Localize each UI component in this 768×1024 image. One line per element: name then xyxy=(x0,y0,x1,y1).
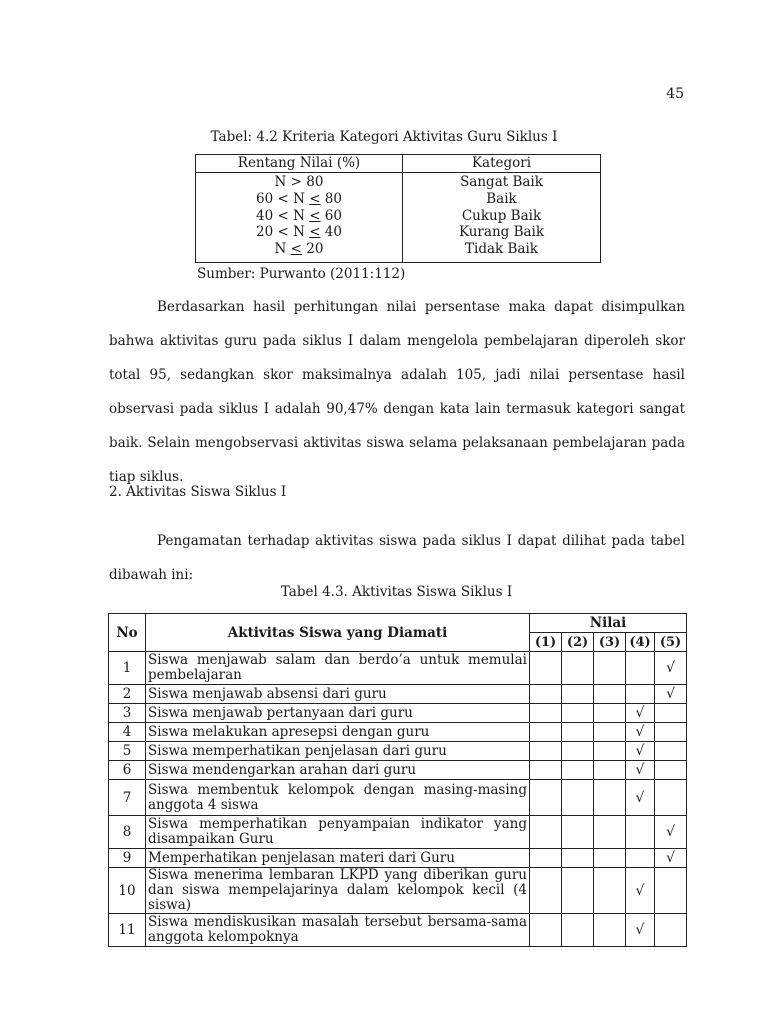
score-col-5: (5) xyxy=(655,633,687,652)
row-activity: Siswa menjawab salam dan berdo’a untuk memulai pembelajaran xyxy=(146,652,530,685)
score-cell-5 xyxy=(655,723,687,742)
row-activity: Siswa mendiskusikan masalah tersebut bersama-sama anggota kelompoknya xyxy=(146,914,530,947)
category-row: Baik xyxy=(486,190,517,207)
range-row: 60 < N < 80 xyxy=(256,190,342,207)
table-row xyxy=(109,704,687,723)
table-row xyxy=(109,652,687,685)
score-col-3: (3) xyxy=(594,633,626,652)
score-cell-5 xyxy=(655,914,687,947)
score-col-1: (1) xyxy=(530,633,562,652)
student-activity-table xyxy=(108,613,687,947)
table-row xyxy=(109,742,687,761)
row-activity: Siswa mendengarkan arahan dari guru xyxy=(146,761,530,780)
table-row xyxy=(109,761,687,780)
score-cell-3 xyxy=(594,914,626,947)
score-cell-1 xyxy=(530,652,562,685)
score-cell-2 xyxy=(562,816,594,849)
table-row xyxy=(109,816,687,849)
score-cell-1 xyxy=(530,685,562,704)
check-mark-icon: √ xyxy=(666,686,675,702)
score-cell-1 xyxy=(530,761,562,780)
score-cell-3 xyxy=(594,868,626,914)
score-cell-4 xyxy=(626,849,655,868)
score-cell-2 xyxy=(562,723,594,742)
table-row xyxy=(109,723,687,742)
range-row: N < 20 xyxy=(274,241,324,258)
score-cell-4 xyxy=(626,704,655,723)
score-cell-2 xyxy=(562,761,594,780)
score-cell-3 xyxy=(594,816,626,849)
row-activity: Memperhatikan penjelasan materi dari Guru xyxy=(146,849,530,868)
header-activity: Aktivitas Siswa yang Diamati xyxy=(146,614,530,652)
score-cell-4 xyxy=(626,652,655,685)
check-mark-icon: √ xyxy=(666,824,675,840)
score-cell-4 xyxy=(626,816,655,849)
row-number: 2 xyxy=(109,685,146,704)
score-cell-3 xyxy=(594,780,626,816)
table2-caption: Tabel 4.3. Aktivitas Siswa Siklus I xyxy=(280,584,513,600)
score-cell-4 xyxy=(626,914,655,947)
score-cell-1 xyxy=(530,780,562,816)
score-cell-1 xyxy=(530,868,562,914)
row-number: 4 xyxy=(109,723,146,742)
table1-source: Sumber: Purwanto (2011:112) xyxy=(197,266,406,282)
table1-caption: Tabel: 4.2 Kriteria Kategori Aktivitas Guru Siklus I xyxy=(210,129,558,145)
range-row: N > 80 xyxy=(274,174,324,190)
score-cell-2 xyxy=(562,685,594,704)
row-number: 10 xyxy=(109,868,146,914)
range-row: 20 < N < 40 xyxy=(256,224,342,241)
score-cell-5 xyxy=(655,685,687,704)
criteria-ranges-cell xyxy=(196,173,403,263)
check-mark-icon: √ xyxy=(635,743,645,759)
row-activity: Siswa membentuk kelompok dengan masing-masing anggota 4 siswa xyxy=(146,780,530,816)
check-mark-icon: √ xyxy=(635,724,645,740)
score-cell-2 xyxy=(562,780,594,816)
table-row xyxy=(109,868,687,914)
check-mark-icon: √ xyxy=(635,789,645,806)
category-row: Cukup Baik xyxy=(461,207,542,224)
header-score: Nilai xyxy=(530,614,687,633)
row-activity: Siswa menjawab absensi dari guru xyxy=(146,685,530,704)
score-col-2: (2) xyxy=(562,633,594,652)
score-cell-4 xyxy=(626,761,655,780)
range-row: 40 < N < 60 xyxy=(256,207,342,224)
check-mark-icon: √ xyxy=(635,922,645,938)
score-cell-2 xyxy=(562,652,594,685)
row-number: 6 xyxy=(109,761,146,780)
score-cell-2 xyxy=(562,849,594,868)
criteria-header-category: Kategori xyxy=(403,155,601,173)
row-number: 1 xyxy=(109,652,146,685)
score-cell-5 xyxy=(655,742,687,761)
score-cell-2 xyxy=(562,742,594,761)
section-heading: 2. Aktivitas Siswa Siklus I xyxy=(109,484,287,500)
score-cell-5 xyxy=(655,780,687,816)
check-mark-icon: √ xyxy=(666,850,675,866)
page-number: 45 xyxy=(666,86,684,102)
score-cell-4 xyxy=(626,742,655,761)
score-cell-4 xyxy=(626,685,655,704)
table-row xyxy=(109,914,687,947)
row-activity: Siswa menjawab pertanyaan dari guru xyxy=(146,704,530,723)
score-cell-1 xyxy=(530,723,562,742)
row-activity: Siswa memperhatikan penjelasan dari guru xyxy=(146,742,530,761)
row-number: 9 xyxy=(109,849,146,868)
check-mark-icon: √ xyxy=(666,660,675,676)
score-cell-4 xyxy=(626,868,655,914)
category-row: Tidak Baik xyxy=(465,241,538,258)
table-row xyxy=(109,685,687,704)
score-cell-4 xyxy=(626,723,655,742)
score-cell-5 xyxy=(655,652,687,685)
score-cell-3 xyxy=(594,723,626,742)
score-cell-2 xyxy=(562,914,594,947)
score-cell-3 xyxy=(594,652,626,685)
score-cell-1 xyxy=(530,704,562,723)
category-row: Kurang Baik xyxy=(458,224,545,241)
row-number: 7 xyxy=(109,780,146,816)
score-cell-2 xyxy=(562,868,594,914)
criteria-table xyxy=(195,154,601,263)
paragraph-text: Berdasarkan hasil perhitungan nilai persentase maka dapat disimpulkan bahwa aktivitas guru pada siklus I dalam mengelola pembelajaran diperoleh skor total 95, sedangkan skor maksimalnya adalah 105, jadi nilai persentase hasil observasi pada siklus I adalah 90,47% dengan kata lain termasuk kategori sangat baik. Selain mengobservasi aktivitas siswa selama pelaksanaan pembelajaran pada tiap siklus. xyxy=(109,299,685,485)
table-row xyxy=(109,780,687,816)
score-cell-5 xyxy=(655,761,687,780)
score-cell-3 xyxy=(594,704,626,723)
score-cell-1 xyxy=(530,816,562,849)
score-cell-3 xyxy=(594,849,626,868)
category-row: Sangat Baik xyxy=(460,174,543,190)
score-cell-5 xyxy=(655,816,687,849)
check-mark-icon: √ xyxy=(635,882,645,899)
score-col-4: (4) xyxy=(626,633,655,652)
score-cell-1 xyxy=(530,914,562,947)
row-number: 8 xyxy=(109,816,146,849)
row-activity: Siswa menerima lembaran LKPD yang diberikan guru dan siswa mempelajarinya dalam kelompok kecil (4 siswa) xyxy=(146,868,530,914)
row-number: 5 xyxy=(109,742,146,761)
score-cell-5 xyxy=(655,849,687,868)
row-activity: Siswa memperhatikan penyampaian indikator yang disampaikan Guru xyxy=(146,816,530,849)
score-cell-1 xyxy=(530,742,562,761)
paragraph-guru-activity xyxy=(109,290,685,494)
score-cell-3 xyxy=(594,761,626,780)
score-cell-5 xyxy=(655,704,687,723)
check-mark-icon: √ xyxy=(635,762,645,778)
criteria-header-range: Rentang Nilai (%) xyxy=(196,155,403,173)
row-number: 3 xyxy=(109,704,146,723)
paragraph-text: Pengamatan terhadap aktivitas siswa pada siklus I dapat dilihat pada tabel dibawah ini: xyxy=(109,532,685,583)
check-mark-icon: √ xyxy=(635,705,645,721)
table-row xyxy=(109,849,687,868)
score-cell-3 xyxy=(594,685,626,704)
score-cell-5 xyxy=(655,868,687,914)
row-number: 11 xyxy=(109,914,146,947)
score-cell-3 xyxy=(594,742,626,761)
score-cell-4 xyxy=(626,780,655,816)
score-cell-2 xyxy=(562,704,594,723)
row-activity: Siswa melakukan apresepsi dengan guru xyxy=(146,723,530,742)
header-no: No xyxy=(109,614,146,652)
criteria-categories-cell xyxy=(403,173,601,263)
score-cell-1 xyxy=(530,849,562,868)
